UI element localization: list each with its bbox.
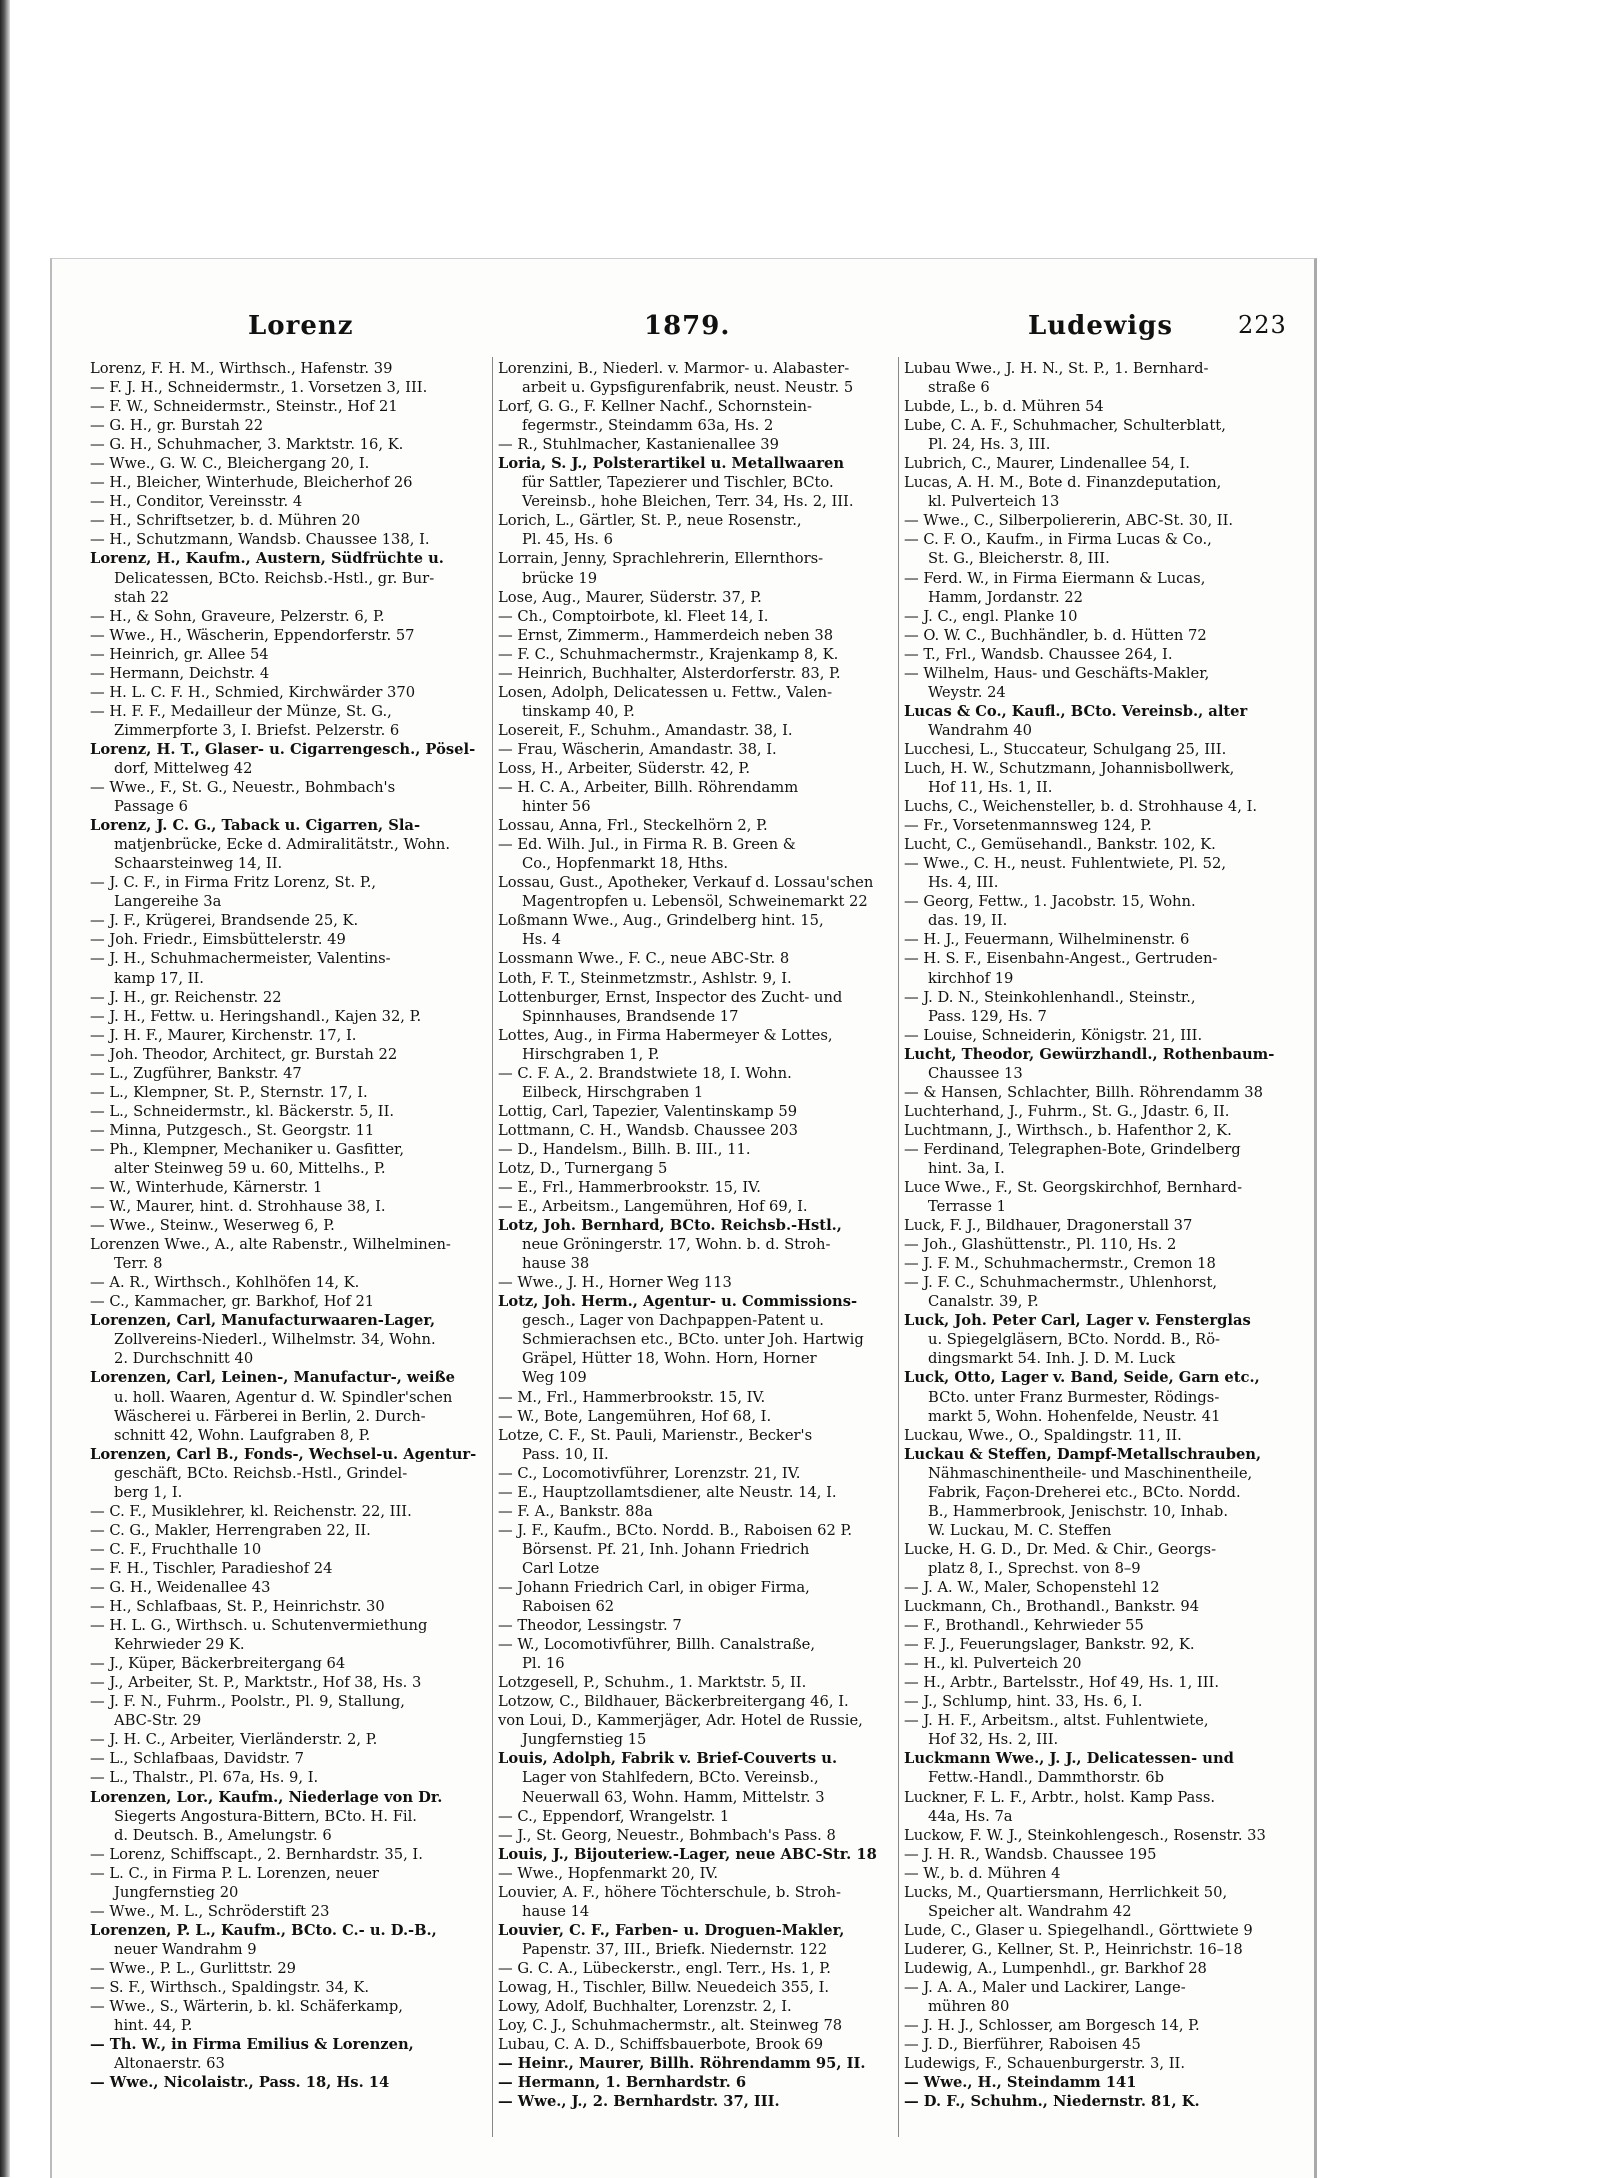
directory-entry-line: Pl. 16	[522, 1655, 565, 1673]
directory-entry-line: Loßmann Wwe., Aug., Grindelberg hint. 15,	[498, 912, 824, 930]
directory-entry-line: — F. W., Schneidermstr., Steinstr., Hof 21	[90, 398, 398, 416]
directory-entry-line: Terr. 8	[114, 1255, 163, 1273]
directory-entry-line: Lucke, H. G. D., Dr. Med. & Chir., Georgs-	[904, 1540, 1217, 1558]
directory-entry-line: u. Spiegelgläsern, BCto. Nordd. B., Rö-	[928, 1331, 1220, 1349]
page-header	[52, 311, 1314, 345]
directory-entry-line: Luck, Joh. Peter Carl, Lager v. Fensterglas	[904, 1312, 1251, 1330]
directory-entry-line: — H., Schutzmann, Wandsb. Chaussee 138, I.	[90, 531, 430, 549]
directory-entry-line: Losen, Adolph, Delicatessen u. Fettw., Valen-	[498, 683, 833, 701]
directory-entry-line: — J. A. W., Maler, Schopenstehl 12	[904, 1579, 1160, 1596]
directory-entry-line: — F. A., Bankstr. 88a	[498, 1502, 653, 1520]
directory-entry-line: Loy, C. J., Schuhmachermstr., alt. Steinweg 78	[498, 2017, 843, 2035]
directory-entry-line: Nähmaschinentheile- und Maschinentheile,	[928, 1464, 1253, 1482]
directory-entry-line: Lowy, Adolf, Buchhalter, Lorenzstr. 2, I.	[498, 1998, 792, 2016]
directory-entry-line: Schaarsteinweg 14, II.	[114, 855, 283, 873]
directory-entry-line: — H. L. G., Wirthsch. u. Schutenvermiethung	[90, 1617, 428, 1635]
directory-entry-line: Lottes, Aug., in Firma Habermeyer & Lottes,	[498, 1026, 833, 1044]
directory-entry-line: berg 1, I.	[114, 1483, 183, 1501]
directory-entry-line: Siegerts Angostura-Bittern, BCto. H. Fil.	[114, 1807, 417, 1825]
directory-entry-line: — Ferd. W., in Firma Eiermann & Lucas,	[904, 569, 1206, 587]
directory-entry-line: — F. J., Feuerungslager, Bankstr. 92, K.	[904, 1636, 1195, 1654]
directory-entry-line: Luchs, C., Weichensteller, b. d. Strohhause 4, I.	[904, 798, 1258, 816]
directory-entry-line: W. Luckau, M. C. Steffen	[928, 1521, 1112, 1539]
directory-entry-line: — Wwe., C., Silberpoliererin, ABC-St. 30, II.	[904, 512, 1234, 530]
directory-entry-line: Wäscherei u. Färberei in Berlin, 2. Durch-	[114, 1407, 426, 1425]
directory-entry-line: Speicher alt. Wandrahm 42	[928, 1902, 1132, 1920]
directory-entry-line: — A. R., Wirthsch., Kohlhöfen 14, K.	[90, 1274, 360, 1292]
directory-entry-line: Lorrain, Jenny, Sprachlehrerin, Ellernthors-	[498, 550, 824, 568]
directory-entry-line: Lorenz, J. C. G., Taback u. Cigarren, Sla-	[90, 817, 421, 835]
directory-entry-line: Louis, Adolph, Fabrik v. Brief-Couverts u.	[498, 1750, 838, 1768]
directory-entry-line: alter Steinweg 59 u. 60, Mittelhs., P.	[114, 1159, 386, 1177]
directory-entry-line: — J. H. F., Arbeitsm., altst. Fuhlentwiete,	[904, 1712, 1209, 1730]
directory-entry-line: — L., Thalstr., Pl. 67a, Hs. 9, I.	[90, 1769, 319, 1787]
directory-entry-line: — Joh. Theodor, Architect, gr. Burstah 22	[90, 1045, 398, 1063]
directory-entry-line: das. 19, II.	[928, 912, 1008, 930]
directory-entry-line: — Wwe., Steinw., Weserweg 6, P.	[90, 1217, 335, 1235]
directory-column-2	[498, 359, 900, 2111]
directory-entry-line: — Wwe., C. H., neust. Fuhlentwiete, Pl. 52,	[904, 855, 1227, 873]
directory-entry-line: Lorich, L., Gärtler, St. P., neue Rosenstr.,	[498, 512, 802, 530]
directory-entry-line: — J. F. N., Fuhrm., Poolstr., Pl. 9, Stallung,	[90, 1693, 405, 1711]
directory-entry-line: Pass. 10, II.	[522, 1445, 609, 1463]
directory-entry-line: — Johann Friedrich Carl, in obiger Firma,	[498, 1579, 810, 1596]
directory-entry-line: hause 14	[522, 1902, 590, 1920]
directory-entry-line: — Heinrich, Buchhalter, Alsterdorferstr. 83, P.	[498, 664, 841, 682]
directory-entry-line: — C. F., Fruchthalle 10	[90, 1540, 262, 1558]
directory-entry-line: kl. Pulverteich 13	[928, 493, 1060, 511]
directory-entry-line: Lubrich, C., Maurer, Lindenallee 54, I.	[904, 455, 1190, 473]
directory-entry-line: — J. C. F., in Firma Fritz Lorenz, St. P.,	[90, 874, 377, 892]
directory-entry-line: Lucchesi, L., Stuccateur, Schulgang 25, III.	[904, 740, 1227, 758]
directory-column-1	[90, 359, 492, 2092]
directory-entry-line: B., Hammerbrook, Jenischstr. 10, Inhab.	[928, 1502, 1228, 1520]
directory-entry-line: dorf, Mittelweg 42	[114, 759, 253, 777]
directory-entry-line: — W., Maurer, hint. d. Strohhause 38, I.	[90, 1198, 386, 1216]
directory-entry-line: Magentropfen u. Lebensöl, Schweinemarkt 22	[522, 893, 868, 911]
directory-entry-line: Lorenz, H. T., Glaser- u. Cigarrengesch., Pösel-	[90, 740, 476, 758]
directory-entry-line: — T., Frl., Wandsb. Chaussee 264, I.	[904, 645, 1173, 663]
directory-entry-line: — W., Bote, Langemühren, Hof 68, I.	[498, 1407, 772, 1425]
directory-entry-line: — E., Hauptzollamtsdiener, alte Neustr. 14, I.	[498, 1483, 837, 1501]
directory-entry-line: Fabrik, Façon-Dreherei etc., BCto. Nordd.	[928, 1483, 1241, 1501]
directory-entry-line: Luckau, Wwe., O., Spaldingstr. 11, II.	[904, 1426, 1182, 1444]
directory-entry-line: — H., Bleicher, Winterhude, Bleicherhof 26	[90, 474, 413, 492]
directory-entry-line: — E., Arbeitsm., Langemühren, Hof 69, I.	[498, 1198, 808, 1216]
directory-entry-line: — Joh., Glashüttenstr., Pl. 110, Hs. 2	[904, 1236, 1177, 1254]
directory-entry-line: — J. H., Fettw. u. Heringshandl., Kajen 32, P.	[90, 1007, 422, 1025]
directory-entry-line: markt 5, Wohn. Hohenfelde, Neustr. 41	[928, 1407, 1221, 1425]
directory-entry-line: — W., Winterhude, Kärnerstr. 1	[90, 1179, 323, 1197]
directory-entry-line: gesch., Lager von Dachpappen-Patent u.	[522, 1312, 824, 1330]
directory-entry-line: Lorenzen Wwe., A., alte Rabenstr., Wilhelminen-	[90, 1236, 451, 1254]
directory-entry-line: geschäft, BCto. Reichsb.-Hstl., Grindel-	[114, 1464, 408, 1482]
directory-entry-line: — Hermann, Deichstr. 4	[90, 664, 270, 682]
directory-entry-line: Lotz, Joh. Bernhard, BCto. Reichsb.-Hstl.,	[498, 1217, 842, 1235]
directory-entry-line: — Lorenz, Schiffscapt., 2. Bernhardstr. 35, I.	[90, 1845, 423, 1863]
directory-entry-line: — Georg, Fettw., 1. Jacobstr. 15, Wohn.	[904, 893, 1196, 911]
directory-entry-line: — Wwe., F., St. G., Neuestr., Bohmbach's	[90, 779, 396, 797]
directory-entry-line: Lubde, L., b. d. Mühren 54	[904, 398, 1104, 416]
directory-entry-line: Loss, H., Arbeiter, Süderstr. 42, P.	[498, 759, 750, 777]
directory-entry-line: Lowag, H., Tischler, Billw. Neuedeich 355, I.	[498, 1978, 830, 1996]
directory-entry-line: — Wwe., J., 2. Bernhardstr. 37, III.	[498, 2093, 780, 2111]
directory-entry-line: — H., & Sohn, Graveure, Pelzerstr. 6, P.	[90, 607, 385, 625]
directory-entry-line: Lorenzen, Carl, Leinen-, Manufactur-, weiße	[90, 1369, 456, 1387]
directory-entry-line: Hamm, Jordanstr. 22	[928, 588, 1083, 606]
directory-entry-line: fegermstr., Steindamm 63a, Hs. 2	[522, 417, 774, 435]
directory-entry-line: — F. J. H., Schneidermstr., 1. Vorsetzen 3, III.	[90, 379, 428, 397]
directory-entry-line: Lucas, A. H. M., Bote d. Finanzdeputation,	[904, 474, 1222, 492]
directory-entry-line: — C. F. A., 2. Brandstwiete 18, I. Wohn.	[498, 1064, 792, 1082]
directory-entry-line: — Ch., Comptoirbote, kl. Fleet 14, I.	[498, 607, 769, 625]
directory-entry-line: Passage 6	[114, 798, 188, 816]
directory-entry-line: u. holl. Waaren, Agentur d. W. Spindler'schen	[114, 1388, 453, 1406]
directory-entry-line: BCto. unter Franz Burmester, Rödings-	[928, 1388, 1220, 1406]
directory-entry-line: — H. S. F., Eisenbahn-Angest., Gertruden-	[904, 950, 1218, 968]
directory-entry-line: matjenbrücke, Ecke d. Admiralitätstr., Wohn.	[114, 836, 451, 854]
directory-entry-line: — J. H. J., Schlosser, am Borgesch 14, P.	[904, 2017, 1200, 2035]
directory-entry-line: — H., Arbtr., Bartelsstr., Hof 49, Hs. 1, III.	[904, 1674, 1219, 1692]
directory-entry-line: Hof 32, Hs. 2, III.	[928, 1731, 1059, 1749]
directory-entry-line: Louvier, A. F., höhere Töchterschule, b. Stroh-	[498, 1883, 841, 1901]
directory-entry-line: — L., Schneidermstr., kl. Bäckerstr. 5, II.	[90, 1102, 395, 1120]
directory-entry-line: — Joh. Friedr., Eimsbüttelerstr. 49	[90, 931, 346, 949]
directory-entry-line: Pl. 24, Hs. 3, III.	[928, 436, 1051, 454]
directory-entry-line: tinskamp 40, P.	[522, 702, 635, 720]
directory-entry-line: — H. J., Feuermann, Wilhelminenstr. 6	[904, 931, 1190, 949]
directory-entry-line: — C. F., Musiklehrer, kl. Reichenstr. 22, III.	[90, 1502, 412, 1520]
directory-entry-line: Lorenzen, Lor., Kaufm., Niederlage von Dr.	[90, 1788, 443, 1806]
directory-entry-line: straße 6	[928, 379, 990, 397]
directory-entry-line: Canalstr. 39, P.	[928, 1293, 1039, 1311]
directory-entry-line: — Wwe., P. L., Gurlittstr. 29	[90, 1959, 297, 1977]
directory-entry-line: Lubau, C. A. D., Schiffsbauerbote, Brook 69	[498, 2036, 824, 2054]
directory-entry-line: Zollvereins-Niederl., Wilhelmstr. 34, Wohn.	[114, 1331, 436, 1349]
directory-entry-line: — Wwe., G. W. C., Bleichergang 20, I.	[90, 455, 370, 473]
directory-entry-line: — D., Handelsm., Billh. B. III., 11.	[498, 1140, 751, 1158]
directory-entry-line: — J. H. R., Wandsb. Chaussee 195	[904, 1845, 1157, 1863]
directory-entry-line: — Th. W., in Firma Emilius & Lorenzen,	[90, 2036, 414, 2054]
directory-entry-line: — Wilhelm, Haus- und Geschäfts-Makler,	[904, 664, 1210, 682]
directory-entry-line: Lossau, Gust., Apotheker, Verkauf d. Lossau'schen	[498, 874, 874, 892]
directory-entry-line: — Wwe., S., Wärterin, b. kl. Schäferkamp,	[90, 1998, 403, 2016]
directory-entry-line: — Ed. Wilh. Jul., in Firma R. B. Green &	[498, 836, 796, 854]
directory-entry-line: — Ernst, Zimmerm., Hammerdeich neben 38	[498, 626, 834, 644]
directory-entry-line: — H., kl. Pulverteich 20	[904, 1655, 1082, 1673]
directory-entry-line: Losereit, F., Schuhm., Amandastr. 38, I.	[498, 721, 793, 739]
directory-entry-line: — J. F., Krügerei, Brandsende 25, K.	[90, 912, 359, 930]
directory-entry-line: — F., Brothandl., Kehrwieder 55	[904, 1617, 1144, 1635]
directory-entry-line: Luckmann Wwe., J. J., Delicatessen- und	[904, 1750, 1234, 1768]
directory-entry-line: Lossmann Wwe., F. C., neue ABC-Str. 8	[498, 950, 790, 968]
directory-entry-line: Hs. 4, III.	[928, 874, 999, 892]
directory-entry-line: Eilbeck, Hirschgraben 1	[522, 1083, 704, 1101]
directory-entry-line: Lotzgesell, P., Schuhm., 1. Marktstr. 5, II.	[498, 1674, 807, 1692]
directory-entry-line: — C., Kammacher, gr. Barkhof, Hof 21	[90, 1293, 375, 1311]
directory-entry-line: Luckmann, Ch., Brothandl., Bankstr. 94	[904, 1598, 1200, 1616]
directory-entry-line: — W., b. d. Mühren 4	[904, 1864, 1061, 1882]
directory-entry-line: Weg 109	[522, 1369, 587, 1387]
directory-entry-line: — J. F. C., Schuhmachermstr., Uhlenhorst,	[904, 1274, 1218, 1292]
directory-entry-line: Langereihe 3a	[114, 893, 222, 911]
directory-entry-line: — H., Schlafbaas, St. P., Heinrichstr. 30	[90, 1598, 385, 1616]
directory-entry-line: — G. C. A., Lübeckerstr., engl. Terr., Hs. 1, P.	[498, 1959, 831, 1977]
directory-entry-line: — H., Schriftsetzer, b. d. Mühren 20	[90, 512, 361, 530]
directory-entry-line: — H., Conditor, Vereinsstr. 4	[90, 493, 303, 511]
directory-entry-line: — L., Klempner, St. P., Sternstr. 17, I.	[90, 1083, 368, 1101]
directory-entry-line: Neuerwall 63, Wohn. Hamm, Mittelstr. 3	[522, 1788, 825, 1806]
directory-entry-line: — Wwe., H., Steindamm 141	[904, 2074, 1137, 2092]
directory-entry-line: brücke 19	[522, 569, 598, 587]
directory-entry-line: — M., Frl., Hammerbrookstr. 15, IV.	[498, 1388, 766, 1406]
directory-entry-line: Vereinsb., hohe Bleichen, Terr. 34, Hs. 2, III.	[522, 493, 854, 511]
directory-entry-line: Lubau Wwe., J. H. N., St. P., 1. Bernhard-	[904, 360, 1209, 377]
directory-entry-line: — Frau, Wäscherin, Amandastr. 38, I.	[498, 740, 777, 758]
directory-entry-line: Schmierachsen etc., BCto. unter Joh. Hartwig	[522, 1331, 864, 1349]
directory-entry-line: — L., Schlafbaas, Davidstr. 7	[90, 1750, 305, 1768]
directory-entry-line: — L. C., in Firma P. L. Lorenzen, neuer	[90, 1864, 379, 1882]
directory-entry-line: Altonaerstr. 63	[114, 2055, 225, 2073]
directory-entry-line: Louvier, C. F., Farben- u. Droguen-Makler,	[498, 1921, 845, 1939]
directory-entry-line: Lorenzen, P. L., Kaufm., BCto. C.- u. D.-B.,	[90, 1921, 437, 1939]
directory-entry-line: 2. Durchschnitt 40	[114, 1350, 254, 1368]
directory-entry-line: Co., Hopfenmarkt 18, Hths.	[522, 855, 729, 873]
directory-entry-line: Jungfernstieg 20	[114, 1883, 239, 1901]
directory-entry-line: hinter 56	[522, 798, 591, 816]
directory-entry-line: — G. H., Weidenallee 43	[90, 1579, 271, 1596]
directory-entry-line: Chaussee 13	[928, 1064, 1023, 1082]
directory-entry-line: — Minna, Putzgesch., St. Georgstr. 11	[90, 1121, 375, 1139]
directory-entry-line: Lucht, Theodor, Gewürzhandl., Rothenbaum-	[904, 1045, 1275, 1063]
directory-entry-line: Lotzow, C., Bildhauer, Bäckerbreitergang 46, I.	[498, 1693, 849, 1711]
directory-entry-line: Lucks, M., Quartiersmann, Herrlichkeit 50,	[904, 1883, 1228, 1901]
directory-entry-line: — L., Zugführer, Bankstr. 47	[90, 1064, 302, 1082]
directory-entry-line: Luchtmann, J., Wirthsch., b. Hafenthor 2, K.	[904, 1121, 1232, 1139]
directory-entry-line: von Loui, D., Kammerjäger, Adr. Hotel de Russie,	[498, 1712, 863, 1730]
directory-entry-line: — C. G., Makler, Herrengraben 22, II.	[90, 1521, 371, 1539]
directory-entry-line: — S. F., Wirthsch., Spaldingstr. 34, K.	[90, 1978, 370, 1996]
directory-entry-line: — J. A. A., Maler und Lackirer, Lange-	[904, 1978, 1186, 1996]
directory-entry-line: ABC-Str. 29	[114, 1712, 202, 1730]
directory-entry-line: Lottenburger, Ernst, Inspector des Zucht- und	[498, 988, 843, 1006]
directory-entry-line: Zimmerpforte 3, I. Briefst. Pelzerstr. 6	[114, 721, 400, 739]
directory-entry-line: — Wwe., Hopfenmarkt 20, IV.	[498, 1864, 719, 1882]
directory-entry-line: Lottmann, C. H., Wandsb. Chaussee 203	[498, 1121, 798, 1139]
directory-entry-line: Terrasse 1	[928, 1198, 1006, 1216]
directory-entry-line: — J. C., engl. Planke 10	[904, 607, 1078, 625]
directory-entry-line: — W., Locomotivführer, Billh. Canalstraße,	[498, 1636, 816, 1654]
directory-entry-line: Raboisen 62	[522, 1598, 615, 1616]
directory-entry-line: — H. F. F., Medailleur der Münze, St. G.,	[90, 702, 392, 720]
directory-entry-line: — R., Stuhlmacher, Kastanienallee 39	[498, 436, 779, 454]
directory-entry-line: für Sattler, Tapezierer und Tischler, BCto.	[522, 474, 834, 492]
directory-entry-line: — Wwe., J. H., Horner Weg 113	[498, 1274, 732, 1292]
directory-entry-line: — F. C., Schuhmachermstr., Krajenkamp 8, K.	[498, 645, 839, 663]
directory-entry-line: mühren 80	[928, 1998, 1010, 2016]
directory-entry-line: Louis, J., Bijouteriew.-Lager, neue ABC-Str. 18	[498, 1845, 877, 1863]
directory-entry-line: Luckner, F. L. F., Arbtr., holst. Kamp Pass.	[904, 1788, 1216, 1806]
directory-entry-line: Lorenzen, Carl, Manufacturwaaren-Lager,	[90, 1312, 436, 1330]
directory-entry-line: — G. H., gr. Burstah 22	[90, 417, 264, 435]
directory-entry-line: — C., Eppendorf, Wrangelstr. 1	[498, 1807, 730, 1825]
directory-entry-line: Spinnhauses, Brandsende 17	[522, 1007, 739, 1025]
directory-entry-line: — J., St. Georg, Neuestr., Bohmbach's Pass. 8	[498, 1826, 836, 1844]
directory-entry-line: Kehrwieder 29 K.	[114, 1636, 245, 1654]
directory-entry-line: kamp 17, II.	[114, 969, 204, 987]
directory-entry-line: — J. D., Bierführer, Raboisen 45	[904, 2036, 1141, 2054]
directory-entry-line: Hof 11, Hs. 1, II.	[928, 779, 1053, 797]
directory-entry-line: St. G., Bleicherstr. 8, III.	[928, 550, 1110, 568]
directory-column-3	[904, 359, 1306, 2111]
directory-entry-line: — Louise, Schneiderin, Königstr. 21, III.	[904, 1026, 1203, 1044]
directory-entry-line: Wandrahm 40	[928, 721, 1032, 739]
directory-entry-line: Lorf, G. G., F. Kellner Nachf., Schornstein-	[498, 398, 812, 416]
directory-entry-line: Luck, Otto, Lager v. Band, Seide, Garn etc.,	[904, 1369, 1260, 1387]
directory-entry-line: arbeit u. Gypsfigurenfabrik, neust. Neustr. 5	[522, 379, 854, 397]
directory-entry-line: Lorenzen, Carl B., Fonds-, Wechsel-u. Agentur-	[90, 1445, 477, 1463]
directory-entry-line: Papenstr. 37, III., Briefk. Niedernstr. 122	[522, 1940, 828, 1958]
directory-entry-line: Luchterhand, J., Fuhrm., St. G., Jdastr. 6, II.	[904, 1102, 1230, 1120]
directory-entry-line: Lottig, Carl, Tapezier, Valentinskamp 59	[498, 1102, 798, 1120]
book-binding-edge	[0, 0, 10, 2177]
directory-entry-line: hint. 3a, I.	[928, 1159, 1005, 1177]
directory-entry-line: — H. C. A., Arbeiter, Billh. Röhrendamm	[498, 779, 799, 797]
directory-entry-line: — Heinr., Maurer, Billh. Röhrendamm 95, II.	[498, 2055, 866, 2073]
directory-entry-line: Lucht, C., Gemüsehandl., Bankstr. 102, K.	[904, 836, 1216, 854]
directory-entry-line: 44a, Hs. 7a	[928, 1807, 1013, 1825]
directory-page	[50, 258, 1317, 2178]
directory-entry-line: — J., Arbeiter, St. P., Marktstr., Hof 38, Hs. 3	[90, 1674, 422, 1692]
directory-entry-line: Lotze, C. F., St. Pauli, Marienstr., Becker's	[498, 1426, 813, 1444]
directory-entry-line: hint. 44, P.	[114, 2017, 193, 2035]
directory-entry-line: kirchhof 19	[928, 969, 1014, 987]
directory-entry-line: — Wwe., Nicolaistr., Pass. 18, Hs. 14	[90, 2074, 390, 2092]
running-head-left: Lorenz	[248, 311, 354, 341]
directory-entry-line: — Hermann, 1. Bernhardstr. 6	[498, 2074, 747, 2092]
directory-entry-line: — Theodor, Lessingstr. 7	[498, 1617, 682, 1635]
directory-entry-line: Lorenzini, B., Niederl. v. Marmor- u. Alabaster-	[498, 360, 850, 377]
directory-entry-line: Loth, F. T., Steinmetzmstr., Ashlstr. 9, I.	[498, 969, 792, 987]
directory-entry-line: — E., Frl., Hammerbrookstr. 15, IV.	[498, 1179, 761, 1197]
directory-entry-line: Hirschgraben 1, P.	[522, 1045, 660, 1063]
directory-entry-line: — J. H. F., Maurer, Kirchenstr. 17, I.	[90, 1026, 357, 1044]
directory-entry-line: — Fr., Vorsetenmannsweg 124, P.	[904, 817, 1152, 835]
directory-entry-line: schnitt 42, Wohn. Laufgraben 8, P.	[114, 1426, 371, 1444]
running-head-year: 1879.	[644, 311, 731, 341]
directory-entry-line: platz 8, I., Sprechst. von 8–9	[928, 1559, 1141, 1577]
directory-entry-line: — J. D. N., Steinkohlenhandl., Steinstr.,	[904, 988, 1196, 1006]
directory-entry-line: Hs. 4	[522, 931, 562, 949]
directory-entry-line: stah 22	[114, 588, 170, 606]
directory-entry-line: Lube, C. A. F., Schuhmacher, Schulterblatt,	[904, 417, 1226, 435]
directory-entry-line: Lorenz, F. H. M., Wirthsch., Hafenstr. 39	[90, 360, 393, 377]
directory-entry-line: Lorenz, H., Kaufm., Austern, Südfrüchte u.	[90, 550, 444, 568]
directory-entry-line: — D. F., Schuhm., Niedernstr. 81, K.	[904, 2093, 1200, 2111]
directory-entry-line: Gräpel, Hütter 18, Wohn. Horn, Horner	[522, 1350, 817, 1368]
directory-entry-line: — Heinrich, gr. Allee 54	[90, 645, 269, 663]
directory-entry-line: — Wwe., M. L., Schröderstift 23	[90, 1902, 330, 1920]
directory-entry-line: — H. L. C. F. H., Schmied, Kirchwärder 370	[90, 683, 416, 701]
directory-entry-line: dingsmarkt 54. Inh. J. D. M. Luck	[928, 1350, 1176, 1368]
directory-entry-line: — Wwe., H., Wäscherin, Eppendorferstr. 57	[90, 626, 415, 644]
directory-entry-line: — J. H. C., Arbeiter, Vierländerstr. 2, P.	[90, 1731, 378, 1749]
directory-entry-line: Pass. 129, Hs. 7	[928, 1007, 1047, 1025]
directory-entry-line: — J. H., Schuhmachermeister, Valentins-	[90, 950, 391, 968]
directory-entry-line: d. Deutsch. B., Amelungstr. 6	[114, 1826, 332, 1844]
directory-entry-line: Ludewigs, F., Schauenburgerstr. 3, II.	[904, 2055, 1186, 2073]
directory-entry-line: neue Gröningerstr. 17, Wohn. b. d. Stroh-	[522, 1236, 831, 1254]
page-number: 223	[1238, 311, 1287, 339]
directory-entry-line: neuer Wandrahm 9	[114, 1940, 257, 1958]
directory-entry-line: Fettw.-Handl., Dammthorstr. 6b	[928, 1769, 1165, 1787]
directory-entry-line: Luderer, G., Kellner, St. P., Heinrichstr. 16–18	[904, 1940, 1243, 1958]
directory-entry-line: — Ph., Klempner, Mechaniker u. Gasfitter,	[90, 1140, 405, 1158]
directory-entry-line: Lotz, Joh. Herm., Agentur- u. Commissions-	[498, 1293, 858, 1311]
directory-entry-line: — & Hansen, Schlachter, Billh. Röhrendamm 38	[904, 1083, 1263, 1101]
directory-entry-line: Luce Wwe., F., St. Georgskirchhof, Bernhard-	[904, 1179, 1243, 1197]
directory-entry-line: — Ferdinand, Telegraphen-Bote, Grindelberg	[904, 1140, 1241, 1158]
directory-entry-line: — F. H., Tischler, Paradieshof 24	[90, 1559, 333, 1577]
directory-entry-line: — G. H., Schuhmacher, 3. Marktstr. 16, K.	[90, 436, 404, 454]
directory-entry-line: Luckau & Steffen, Dampf-Metallschrauben,	[904, 1445, 1262, 1463]
directory-entry-line: Lossau, Anna, Frl., Steckelhörn 2, P.	[498, 817, 768, 835]
directory-entry-line: Luck, F. J., Bildhauer, Dragonerstall 37	[904, 1217, 1193, 1235]
directory-entry-line: — C. F. O., Kaufm., in Firma Lucas & Co.,	[904, 531, 1212, 549]
directory-entry-line: — C., Locomotivführer, Lorenzstr. 21, IV.	[498, 1464, 801, 1482]
directory-entry-line: Börsenst. Pf. 21, Inh. Johann Friedrich	[522, 1540, 810, 1558]
directory-entry-line: — J. F., Kaufm., BCto. Nordd. B., Raboisen 62 P.	[498, 1521, 853, 1539]
directory-entry-line: — J. F. M., Schuhmachermstr., Cremon 18	[904, 1255, 1216, 1273]
directory-entry-line: hause 38	[522, 1255, 590, 1273]
directory-entry-line: Luch, H. W., Schutzmann, Johannisbollwerk,	[904, 759, 1235, 777]
directory-entry-line: Lotz, D., Turnergang 5	[498, 1159, 668, 1177]
directory-entry-line: Loria, S. J., Polsterartikel u. Metallwaaren	[498, 455, 845, 473]
directory-entry-line: — J., Schlump, hint. 33, Hs. 6, I.	[904, 1693, 1143, 1711]
directory-entry-line: Lose, Aug., Maurer, Süderstr. 37, P.	[498, 588, 762, 606]
directory-entry-line: Pl. 45, Hs. 6	[522, 531, 613, 549]
directory-entry-line: Ludewig, A., Lumpenhdl., gr. Barkhof 28	[904, 1959, 1207, 1977]
directory-entry-line: Jungfernstieg 15	[522, 1731, 647, 1749]
running-head-right: Ludewigs	[1028, 311, 1173, 341]
directory-entry-line: Carl Lotze	[522, 1559, 600, 1577]
directory-entry-line: — O. W. C., Buchhändler, b. d. Hütten 72	[904, 626, 1207, 644]
directory-entry-line: — J., Küper, Bäckerbreitergang 64	[90, 1655, 346, 1673]
directory-entry-line: Lucas & Co., Kaufl., BCto. Vereinsb., alter	[904, 702, 1248, 720]
directory-entry-line: Luckow, F. W. J., Steinkohlengesch., Rosenstr. 33	[904, 1826, 1266, 1844]
directory-entry-line: Delicatessen, BCto. Reichsb.-Hstl., gr. Bur-	[114, 569, 435, 587]
directory-entry-line: — J. H., gr. Reichenstr. 22	[90, 988, 282, 1006]
directory-entry-line: Weystr. 24	[928, 683, 1006, 701]
column-divider	[492, 357, 493, 2137]
directory-entry-line: Lude, C., Glaser u. Spiegelhandl., Görttwiete 9	[904, 1921, 1253, 1939]
directory-entry-line: Lager von Stahlfedern, BCto. Vereinsb.,	[522, 1769, 819, 1787]
